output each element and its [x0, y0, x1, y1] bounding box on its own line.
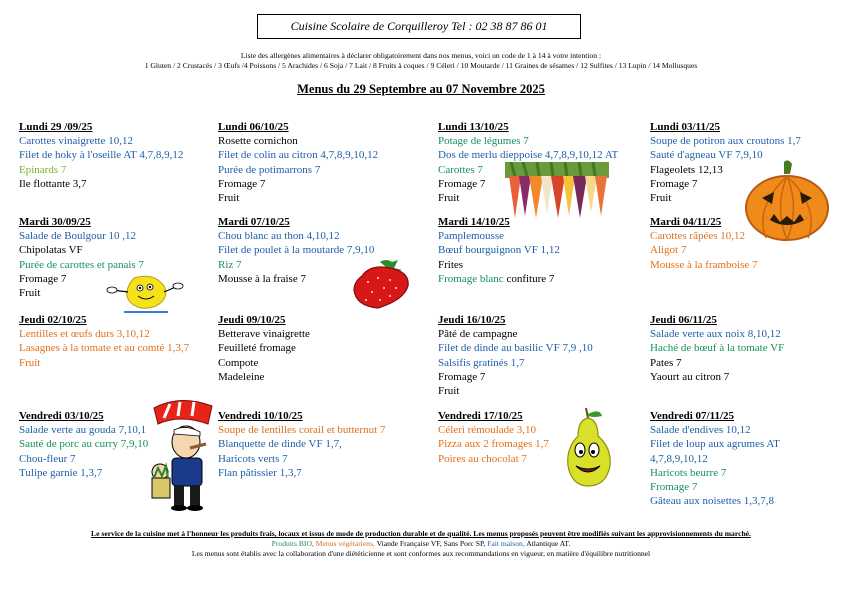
menu-item: Sauté d'agneau VF 7,9,10 [650, 149, 763, 162]
menu-item: Salade verte au gouda 7,10,1 [19, 424, 147, 437]
day-menu [218, 313, 310, 384]
menu-item: Pâté de campagne [438, 328, 518, 341]
footer-legend [0, 539, 842, 548]
day-title: Jeudi 16/10/25 [438, 314, 506, 326]
legend-fait-maison: Fait maison, [487, 539, 525, 548]
lemon-character [104, 272, 186, 316]
menu-item: Fruit [650, 192, 672, 205]
menu-item: Salade de Boulgour 10 ,12 [19, 230, 137, 243]
menu-item: Feuilleté fromage [218, 342, 296, 355]
menu-item: Haché de bœuf à la tomate VF [650, 342, 785, 355]
menu-item: Filet de dinde au basilic VF 7,9 ,10 [438, 342, 593, 355]
pear-character [562, 406, 614, 488]
day-title: Jeudi 02/10/25 [19, 314, 87, 326]
page-title: Cuisine Scolaire de Corquilleroy Tel : 02 38 87 86 01 [257, 14, 581, 39]
legend-vegetarian: Menus végétariens, [315, 539, 375, 548]
day-menu [438, 313, 593, 398]
day-title: Vendredi 17/10/25 [438, 410, 523, 422]
menu-item: Dos de merlu dieppoise 4,7,8,9,10,12 AT [438, 149, 619, 162]
menu-item: Fromage 7 [438, 177, 486, 190]
day-menu [218, 120, 378, 205]
menu-item: Chou blanc au thon 4,10,12 [218, 230, 340, 243]
menu-item: Purée de potimarrons 7 [218, 163, 321, 176]
day-title: Mardi 04/11/25 [650, 216, 722, 228]
menu-item: Pamplemousse [438, 230, 504, 243]
day-title: Jeudi 06/11/25 [650, 314, 717, 326]
legend-vf: Viande Française VF, Sans Porc SP, [376, 539, 486, 548]
menu-item: Frites [438, 258, 464, 271]
menu-item: Filet de hoky à l'oseille AT 4,7,8,9,12 [19, 149, 184, 162]
menu-item: 4,7,8,9,10,12 [650, 452, 708, 465]
menu-item: Haricots verts 7 [218, 452, 288, 465]
day-menu [650, 313, 784, 384]
menu-item: Filet de poulet à la moutarde 7,9,10 [218, 244, 375, 257]
menu-item: Potage de légumes 7 [438, 135, 529, 148]
menu-item: Madeleine [218, 370, 265, 383]
menu-item: Fruit [19, 356, 41, 369]
menu-item: Mousse à la fraise 7 [218, 272, 306, 285]
menu-item: Fruit [19, 287, 41, 300]
menu-item: Chipolatas VF [19, 244, 83, 257]
menu-item: Compote [218, 356, 259, 369]
menu-item: Haricots beurre 7 [650, 466, 727, 479]
pumpkin-icon [744, 158, 830, 242]
menu-item: Fromage 7 [650, 481, 698, 494]
menu-item: Salade d'endives 10,12 [650, 424, 751, 437]
day-title: Vendredi 03/10/25 [19, 410, 104, 422]
day-menu [438, 215, 560, 286]
menu-item: Bœuf bourguignon VF 1,12 [438, 244, 560, 257]
menu-item: Filet de colin au citron 4,7,8,9,10,12 [218, 149, 379, 162]
day-menu [19, 409, 148, 480]
menu-item: Céleri rémoulade 3,10 [438, 424, 537, 437]
day-title: Lundi 29 /09/25 [19, 121, 93, 133]
day-title: Lundi 13/10/25 [438, 121, 509, 133]
menu-item: Riz 7 [218, 258, 242, 271]
menu-item: Fruit [218, 192, 240, 205]
day-title: Lundi 06/10/25 [218, 121, 289, 133]
menu-item: Sauté de porc au curry 7,9,10 [19, 438, 149, 451]
menu-item: Rosette cornichon [218, 135, 298, 148]
menu-item: Fromage 7 [218, 177, 266, 190]
menu-item: Blanquette de dinde VF 1,7, [218, 438, 342, 451]
menu-item: Fromage 7 [19, 272, 67, 285]
footer-dietitian: Les menus sont établis avec la collaboration d'une diététicienne et sont conformes aux recommandations en vigueur, en matière d'équilibre nutritionnel [191, 549, 651, 558]
day-menu [19, 313, 189, 370]
menu-item: Lasagnes à la tomate et au comté 1,3,7 [19, 342, 190, 355]
menu-item: Betterave vinaigrette [218, 328, 310, 341]
menu-item: Ile flottante 3,7 [19, 177, 87, 190]
day-title: Mardi 14/10/25 [438, 216, 510, 228]
menu-item: Soupe de lentilles corail et butternut 7 [218, 424, 386, 437]
day-menu [650, 215, 758, 272]
menu-item: Chou-fleur 7 [19, 452, 76, 465]
menu-item: Flageolets 12,13 [650, 163, 723, 176]
day-title: Vendredi 07/11/25 [650, 410, 735, 422]
menu-item: Fromage 7 [650, 177, 698, 190]
menu-item: Salade verte aux noix 8,10,12 [650, 328, 781, 341]
popeye-character [150, 394, 216, 512]
day-title: Vendredi 10/10/25 [218, 410, 303, 422]
menu-item: Carottes vinaigrette 10,12 [19, 135, 133, 148]
menu-item: Poires au chocolat 7 [438, 452, 527, 465]
menu-item: Soupe de potiron aux croutons 1,7 [650, 135, 801, 148]
day-menu [19, 120, 183, 191]
day-title: Mardi 30/09/25 [19, 216, 91, 228]
menu-item: Filet de loup aux agrumes AT [650, 438, 780, 451]
menu-item: Fromage 7 [438, 370, 486, 383]
day-title: Jeudi 09/10/25 [218, 314, 286, 326]
allergen-list: 1 Gluten / 2 Crustacés / 3 Œufs /4 Poissons / 5 Arachides / 6 Soja / 7 Lait / 8 Fruits à coques / 9 Céleri / 10 Moutarde / 11 Graines de sésames / 12 Sulfites / 13 Lupin / 14 Mollusques [144, 61, 698, 70]
menu-item: Carottes râpées 10,12 [650, 230, 745, 243]
menu-item: Carottes 7 [438, 163, 483, 176]
allergen-intro: Liste des allergènes alimentaires à déclarer obligatoirement dans nos menus, voici un code de 1 à 14 à votre intention : [240, 51, 602, 60]
menu-item: Flan pâtissier 1,3,7 [218, 466, 302, 479]
day-menu [650, 409, 780, 508]
menu-item: Salsifis gratinés 1,7 [438, 356, 525, 369]
menu-item: Lentilles et œufs durs 3,10,12 [19, 328, 150, 341]
menu-item: Aligot 7 [650, 244, 687, 257]
carrots-image [505, 162, 609, 218]
menu-item: Tulipe garnie 1,3,7 [19, 466, 103, 479]
menu-item: Pates 7 [650, 356, 682, 369]
menu-item: Fruit [438, 385, 460, 398]
menu-item: Mousse à la framboise 7 [650, 258, 758, 271]
legend-bio: Produits BIO, [271, 539, 314, 548]
day-menu [438, 409, 549, 466]
menu-item: Yaourt au citron 7 [650, 370, 730, 383]
menu-item: Purée de carottes et panais 7 [19, 258, 144, 271]
menu-item: Pizza aux 2 fromages 1,7 [438, 438, 549, 451]
strawberry-icon [350, 256, 412, 310]
day-title: Lundi 03/11/25 [650, 121, 721, 133]
menu-item: Epinards 7 [19, 163, 67, 176]
footer-notice: Le service de la cuisine met à l'honneur les produits frais, locaux et issus de mode de production durable et de qualité. Les menus proposés peuvent être modifiés suivant les approvisionnements du marché. [91, 529, 751, 538]
menu-item: Fruit [438, 192, 460, 205]
menu-item: Fromage blanc confiture 7 [438, 272, 555, 285]
menu-item: Gâteau aux noisettes 1,3,7,8 [650, 495, 775, 508]
legend-at: Atlantique AT. [526, 539, 571, 548]
day-title: Mardi 07/10/25 [218, 216, 290, 228]
menu-period-title: Menus du 29 Septembre au 07 Novembre 2025 [297, 82, 545, 96]
day-menu [218, 409, 385, 480]
